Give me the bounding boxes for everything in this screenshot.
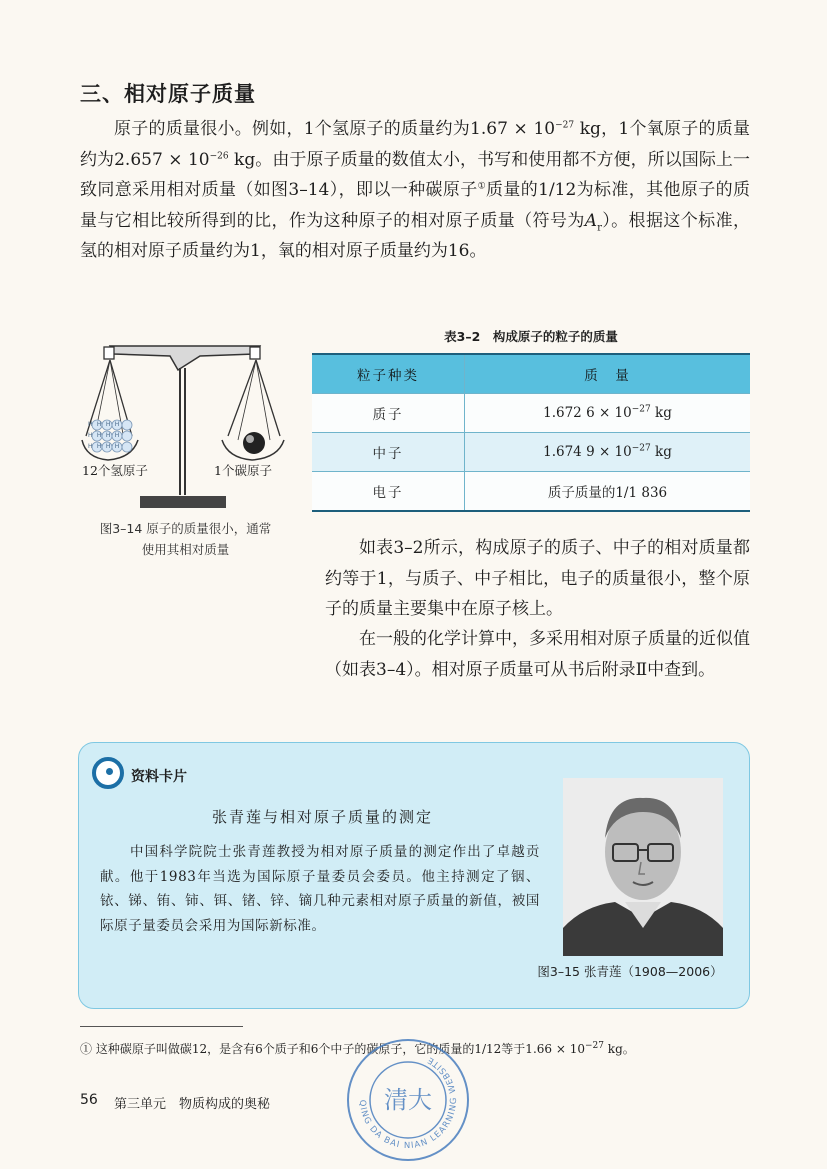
info-card-title: 张青莲与相对原子质量的测定: [211, 808, 433, 826]
table-explanation-paragraph: 如表3–2所示，构成原子的质子、中子的相对质量都约等于1，与质子、中子相比，电子的质量很小，整个原子的质量主要集中在原子核上。: [325, 538, 750, 619]
hydrogen-atom-letters: HHHH HHHH HHHH: [88, 421, 124, 450]
particle-name: 质子: [312, 394, 465, 433]
page-number: 56: [80, 1092, 98, 1108]
carbon-label: 1个碳原子: [214, 463, 272, 478]
figure-caption: 图3–14 原子的质量很小，通常 使用其相对质量: [99, 521, 272, 557]
balance-figure: [80, 330, 290, 512]
hydrogen-label: 12个氢原子: [82, 463, 148, 478]
table-row: [312, 394, 750, 433]
svg-text:清大: 清大: [384, 1086, 432, 1114]
footnote-divider: [80, 1026, 243, 1027]
table-row: [312, 433, 750, 472]
section-heading: 三、相对原子质量: [80, 82, 256, 106]
watermark-stamp: [346, 1038, 470, 1162]
portrait-photo: [563, 778, 723, 956]
particle-name: 中子: [312, 433, 465, 472]
info-card-body: 中国科学院院士张青莲教授为相对原子质量的测定作出了卓越贡献。他于1983年当选为国际原子量委员会委员。他主持测定了铟、铱、锑、铕、铈、铒、锗、锌、镝几种元素相对原子质量的新值，被国际原子量委员会采用为国际新标准。: [100, 844, 540, 934]
footnote: ① 这种碳原子叫做碳12，是含有6个质子和6个中子的碳原子，它的质量的1/12等于$1.66 \times 10^{-27}$ kg。: [80, 1041, 635, 1056]
svg-text:QING DA BAI NIAN LEARNING WEBS: QING DA BAI NIAN LEARNING WEBSITE: [356, 1053, 460, 1152]
info-card-icon: [92, 757, 124, 789]
particle-mass: 1.674 $9 \times 10^{-27}$ kg: [465, 433, 751, 472]
table-row: [312, 472, 750, 512]
table-caption: 表3–2 构成原子的粒子的质量: [444, 329, 618, 344]
particle-mass-table: [312, 353, 750, 512]
particle-mass: 1.672 $6 \times 10^{-27}$ kg: [465, 394, 751, 433]
particle-name: 电子: [312, 472, 465, 512]
stamp-logo: [346, 1038, 470, 1162]
footnote-marker[interactable]: ①: [477, 181, 487, 192]
table-header: 粒子种类: [312, 354, 465, 394]
info-card-label: 资料卡片: [131, 769, 187, 785]
portrait-image: [563, 778, 723, 956]
table-header: 质 量: [465, 354, 751, 394]
intro-paragraph: 原子的质量很小。例如，1个氢原子的质量约为$1.67 \times 10^{-27}$ kg，1个氧原子的质量约为$2.657 \times 10^{-26}$ kg。由于原子质量的数值太小，书写和使用都不方便，所以国际上一致同意采用相对质量（如图3–14），即以一种碳原子①质量的1/12为标准，其他原子的质量与它相比较所得到的比，作为这种原子的相对原子质量（符号为$A_r$）。根据这个标准，氢的相对原子质量约为1，氧的相对原子质量约为16。: [80, 119, 750, 261]
portrait-caption: 图3–15 张青莲（1908—2006）: [537, 964, 723, 979]
calculation-paragraph: 在一般的化学计算中，多采用相对原子质量的近似值（如表3–4）。相对原子质量可从书后附录Ⅱ中查到。: [325, 629, 750, 680]
table-header-row: [312, 354, 750, 394]
particle-mass: 质子质量的1/1 836: [465, 472, 751, 512]
unit-title: 第三单元 物质构成的奥秘: [114, 1097, 271, 1112]
